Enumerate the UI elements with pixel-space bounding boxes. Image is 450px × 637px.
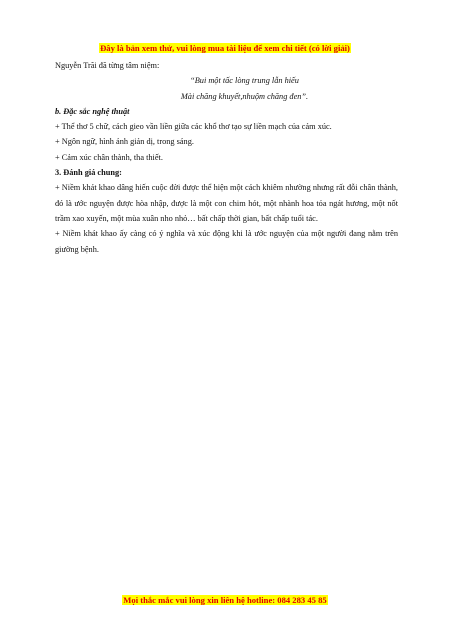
quote-line-1: “Bui một tấc lòng trung lẫn hiếu	[190, 76, 299, 86]
section-3-paragraph-2: + Niềm khát khao ấy càng có ý nghĩa và xúc động khi là ước nguyện của một người đang nằm trên giường bệnh.	[55, 229, 398, 254]
hotline-banner	[0, 595, 450, 606]
section-3-heading: 3. Đánh giá chung:	[55, 168, 122, 178]
hotline-text: Mọi thắc mắc vui lòng xin liên hệ hotline: 084 283 45 85	[123, 595, 327, 605]
document-body	[55, 58, 398, 257]
section-3-paragraph-1: + Niềm khát khao dâng hiến cuộc đời được thể hiện một cách khiêm nhường nhưng rất đỗi chân thành, đó là ước nguyện được hòa nhập, được là một con chim hót, một nhành hoa tỏa ngát hương, một nốt trầm xao xuyến, một mùa xuân nho nhỏ… bất chấp thời gian, bất chấp tuổi tác.	[55, 183, 398, 223]
section-b-heading: b. Đặc sắc nghệ thuật	[55, 106, 130, 116]
section-b-item-2: + Ngôn ngữ, hình ảnh giản dị, trong sáng.	[55, 137, 194, 147]
section-b-item-1: + Thể thơ 5 chữ, cách gieo vần liền giữa các khổ thơ tạo sự liền mạch của cảm xúc.	[55, 122, 332, 132]
preview-notice-text: Đây là bản xem thử, vui lòng mua tài liệu để xem chi tiết (có lời giải)	[100, 43, 350, 53]
preview-notice-banner	[0, 43, 450, 54]
quote-line-2: Mài chăng khuyết,nhuộm chăng đen”.	[180, 91, 309, 101]
section-b-item-3: + Cảm xúc chân thành, tha thiết.	[55, 152, 163, 162]
intro-line: Nguyễn Trãi đã từng tâm niệm:	[55, 61, 160, 70]
